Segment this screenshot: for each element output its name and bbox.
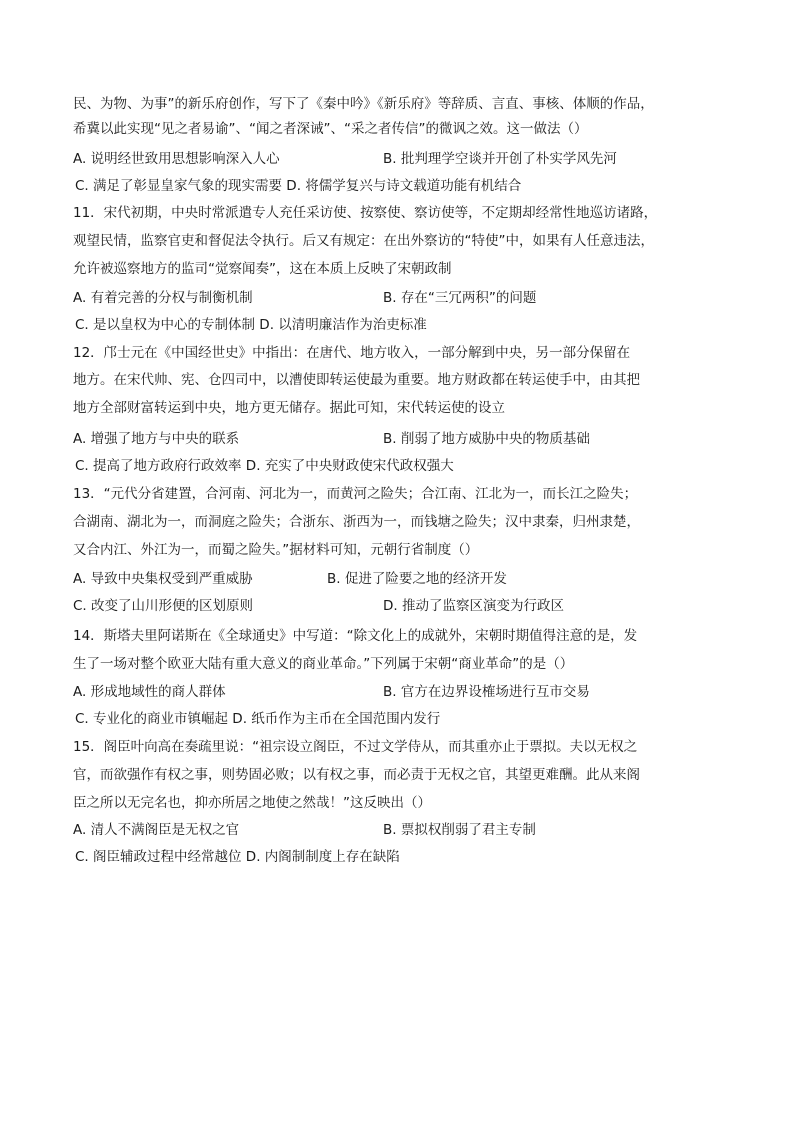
q13-stem-line-3: 又合内江、外江为一，而蜀之险失。”据材料可知，元朝行省制度（） xyxy=(73,542,479,558)
q14-option-cd[interactable]: C. 专业化的商业市镇崛起 D. 纸币作为主币在全国范围内发行 xyxy=(75,711,441,727)
q15-stem-line-3: 臣之所以无完名也，抑亦所居之地使之然哉！”这反映出（） xyxy=(73,795,431,811)
q10-option-a[interactable]: A. 说明经世致用思想影响深入人心 xyxy=(73,151,280,167)
q12-option-a[interactable]: A. 增强了地方与中央的联系 xyxy=(73,431,240,447)
q15-option-a[interactable]: A. 清人不满阁臣是无权之官 xyxy=(73,822,240,838)
q10-stem-line-1: 民、为物、为事”的新乐府创作，写下了《秦中吟》《新乐府》等辞质、言直、事核、体顺的作品， xyxy=(73,96,654,112)
q11-option-b[interactable]: B. 存在“三冗两积”的问题 xyxy=(383,290,537,306)
q10-stem-line-2: 希冀以此实现“见之者易谕”、“闻之者深诫”、“采之者传信”的微讽之效。这一做法（） xyxy=(73,121,588,137)
q15-stem-line-1: 15．阁臣叶向高在奏疏里说：“祖宗设立阁臣，不过文学侍从，而其重亦止于票拟。夫以无权之 xyxy=(73,739,638,755)
q14-option-b[interactable]: B. 官方在边界设榷场进行互市交易 xyxy=(383,684,590,700)
q15-option-b[interactable]: B. 票拟权削弱了君主专制 xyxy=(383,822,536,838)
q12-option-cd[interactable]: C. 提高了地方政府行政效率 D. 充实了中央财政使宋代政权强大 xyxy=(75,458,454,474)
q11-stem-line-2: 观望民情，监察官吏和督促法令执行。后又有规定：在出外察访的“特使”中，如果有人任意违法， xyxy=(73,233,654,249)
q12-stem-line-3: 地方全部财富转运到中央，地方更无储存。据此可知，宋代转运使的设立 xyxy=(73,400,505,416)
q13-stem-line-2: 合湖南、湖北为一，而洞庭之险失；合浙东、浙西为一，而钱塘之险失；汉中隶秦，归州隶楚， xyxy=(73,514,640,530)
q13-option-c[interactable]: C. 改变了山川形便的区划原则 xyxy=(73,598,254,614)
q12-option-b[interactable]: B. 削弱了地方威胁中央的物质基础 xyxy=(383,431,590,447)
q13-option-a[interactable]: A. 导致中央集权受到严重威胁 xyxy=(73,571,253,587)
q13-stem-line-1: 13．“元代分省建置，合河南、河北为一，而黄河之险失；合江南、江北为一，而长江之险失； xyxy=(73,486,638,502)
q12-stem-line-2: 地方。在宋代帅、宪、仓四司中，以漕使即转运使最为重要。地方财政都在转运使手中，由其把 xyxy=(73,372,640,388)
q13-option-b[interactable]: B. 促进了险要之地的经济开发 xyxy=(327,571,507,587)
q11-stem-line-3: 允许被巡察地方的监司“觉察闻奏”，这在本质上反映了宋朝政制 xyxy=(73,261,452,277)
q13-option-d[interactable]: D. 推动了监察区演变为行政区 xyxy=(383,598,564,614)
q11-stem-line-1: 11．宋代初期，中央时常派遣专人充任采访使、按察使、察访使等，不定期却经常性地巡访诸路， xyxy=(73,205,658,221)
q11-option-a[interactable]: A. 有着完善的分权与制衡机制 xyxy=(73,290,253,306)
q10-option-cd[interactable]: C. 满足了彰显皇家气象的现实需要 D. 将儒学复兴与诗文载道功能有机结合 xyxy=(75,178,522,194)
q10-option-b[interactable]: B. 批判理学空谈并开创了朴实学风先河 xyxy=(383,151,617,167)
q11-option-cd[interactable]: C. 是以皇权为中心的专制体制 D. 以清明廉洁作为治吏标准 xyxy=(75,317,427,333)
q14-option-a[interactable]: A. 形成地域性的商人群体 xyxy=(73,684,226,700)
q15-stem-line-2: 官，而欲强作有权之事，则势固必败；以有权之事，而必责于无权之官，其望更难酬。此从来阁 xyxy=(73,767,640,783)
q15-option-cd[interactable]: C. 阁臣辅政过程中经常越位 D. 内阁制制度上存在缺陷 xyxy=(75,849,400,865)
q12-stem-line-1: 12．邝士元在《中国经世史》中指出：在唐代、地方收入，一部分解到中央，另一部分保留在 xyxy=(73,345,631,361)
q14-stem-line-1: 14．斯塔夫里阿诺斯在《全球通史》中写道：“除文化上的成就外，宋朝时期值得注意的是，发 xyxy=(73,628,638,644)
q14-stem-line-2: 生了一场对整个欧亚大陆有重大意义的商业革命。”下列属于宋朝“商业革命”的是（） xyxy=(73,656,574,672)
